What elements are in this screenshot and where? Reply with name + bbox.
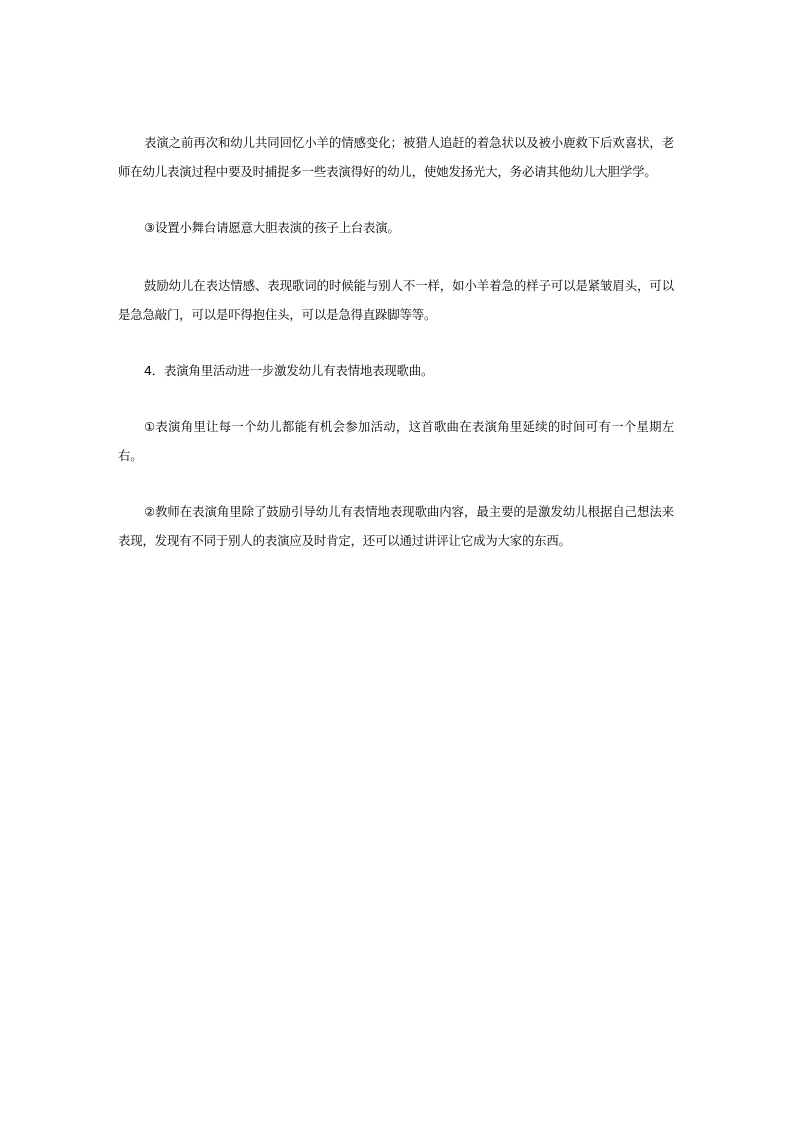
paragraph-small-stage: ③设置小舞台请愿意大胆表演的孩子上台表演。	[144, 220, 400, 235]
paragraph-encourage-expression: 鼓励幼儿在表达情感、表现歌词的时候能与别人不一样，如小羊着急的样子可以是紧皱眉头，可以是急急敲门，可以是吓得抱住头，可以是急得直跺脚等等。	[118, 278, 674, 322]
paragraph-teacher-guidance: ②教师在表演角里除了鼓励引导幼儿有表情地表现歌曲内容，最主要的是激发幼儿根据自己想法来表现，发现有不同于别人的表演应及时肯定，还可以通过讲评让它成为大家的东西。	[118, 504, 674, 548]
paragraph-performance-corner: ①表演角里让每一个幼儿都能有机会参加活动，这首歌曲在表演角里延续的时间可有一个星期左右。	[118, 419, 674, 463]
paragraph-section-4-heading: 4．表演角里活动进一步激发幼儿有表情地表现歌曲。	[144, 363, 434, 378]
paragraph-review-emotions: 表演之前再次和幼儿共同回忆小羊的情感变化；被猎人追赶的着急状以及被小鹿救下后欢喜状，老师在幼儿表演过程中要及时捕捉多一些表演得好的幼儿，使她发扬光大，务必请其他幼儿大胆学学。	[118, 135, 674, 179]
document-body	[118, 128, 674, 555]
